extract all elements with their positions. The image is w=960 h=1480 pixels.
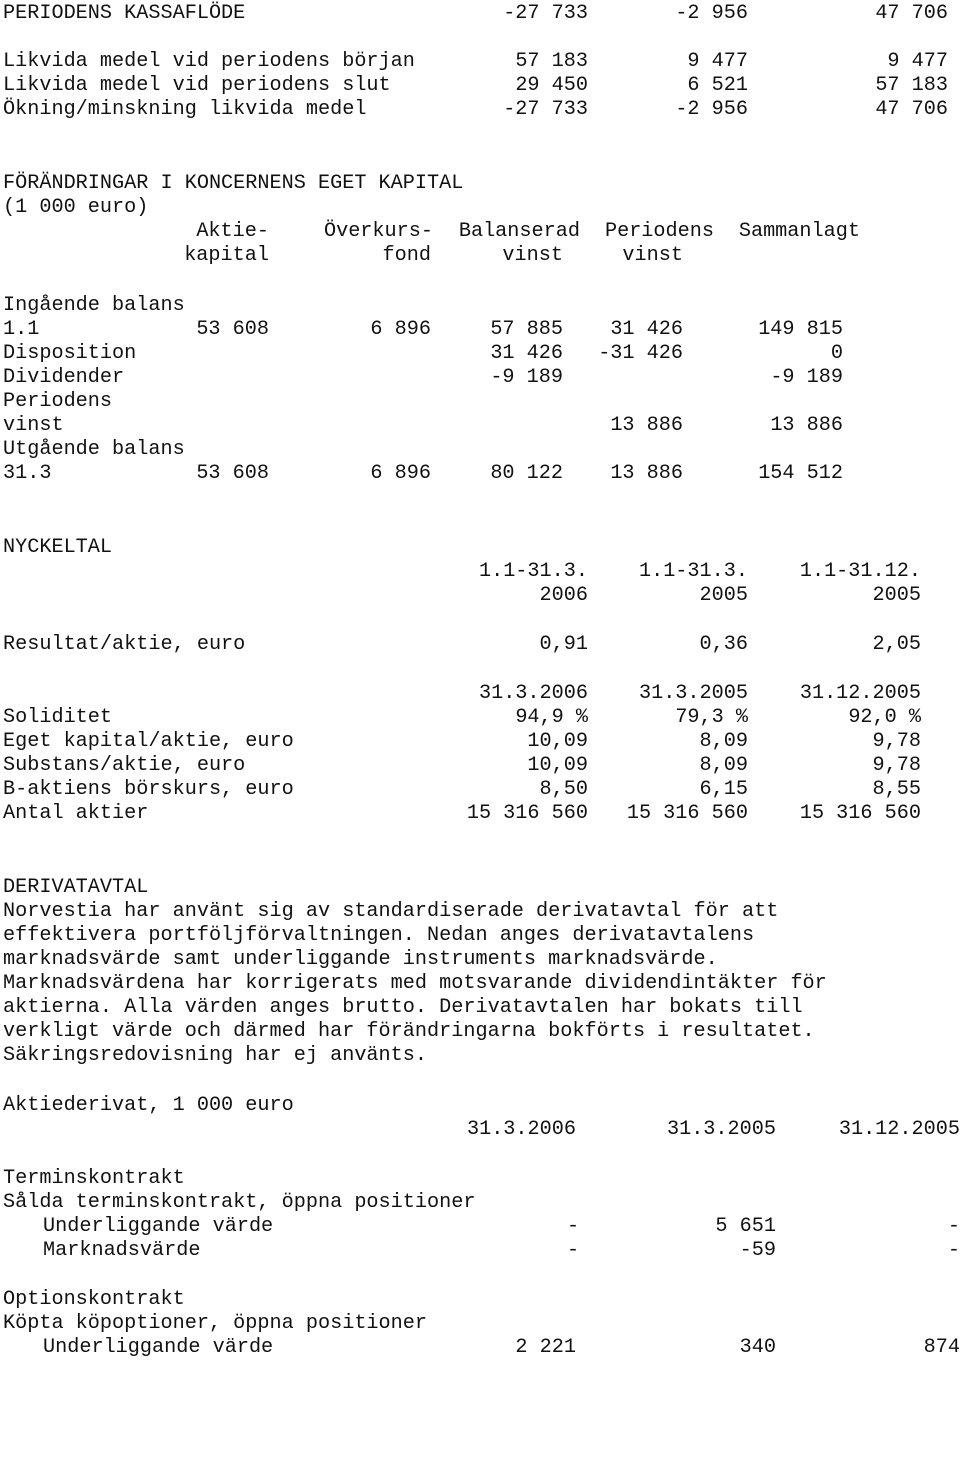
value-cell: -27 733 bbox=[503, 2, 588, 25]
value-cell: - bbox=[566, 1239, 580, 1262]
column-header: vinst bbox=[502, 244, 563, 267]
row-label bbox=[3, 438, 185, 462]
table-row bbox=[3, 414, 843, 438]
column-header: vinst bbox=[622, 244, 683, 267]
unit-label bbox=[3, 196, 149, 220]
row-date: 31.3 bbox=[3, 462, 52, 485]
table-row bbox=[3, 462, 843, 486]
paragraph-text: aktierna. Alla värden anges brutto. Derivatavtalen har bokats till bbox=[3, 996, 803, 1019]
value-cell: -59 bbox=[739, 1239, 776, 1262]
column-headers-row2 bbox=[3, 584, 921, 608]
heading-text: FÖRÄNDRINGAR I KONCERNENS EGET KAPITAL bbox=[3, 172, 464, 195]
value-cell: 15 316 560 bbox=[799, 802, 921, 825]
paragraph-text: Norvestia har använt sig av standardiserade derivatavtal för att bbox=[3, 900, 779, 923]
value-cell: 6 896 bbox=[370, 318, 431, 341]
row-label: Resultat/aktie, euro bbox=[3, 633, 246, 656]
value-cell: - bbox=[947, 1215, 960, 1238]
table-row bbox=[3, 50, 948, 74]
row-label: Disposition bbox=[3, 342, 137, 365]
value-cell: 5 651 bbox=[715, 1215, 776, 1238]
value-cell: 9 477 bbox=[687, 50, 748, 73]
value-cell: 53 608 bbox=[196, 318, 269, 341]
value-cell: 6,15 bbox=[699, 778, 748, 801]
paragraph-line bbox=[3, 996, 803, 1020]
value-cell: 53 608 bbox=[196, 462, 269, 485]
row-label: Underliggande värde bbox=[43, 1336, 274, 1359]
heading-text: Terminskontrakt bbox=[3, 1167, 185, 1190]
paragraph-line bbox=[3, 1044, 428, 1068]
subsection-heading bbox=[3, 1167, 185, 1191]
table-row bbox=[3, 1239, 960, 1263]
column-header: 1.1-31.3. bbox=[638, 560, 748, 583]
table-row bbox=[3, 1336, 960, 1360]
value-cell: -27 733 bbox=[503, 98, 588, 121]
value-cell: - bbox=[947, 1239, 960, 1262]
column-header: 1.1-31.3. bbox=[478, 560, 588, 583]
heading-text: NYCKELTAL bbox=[3, 536, 113, 559]
column-header: 2005 bbox=[872, 584, 921, 607]
column-header: Balanserad bbox=[458, 220, 580, 243]
value-cell: 57 183 bbox=[875, 74, 948, 97]
value-cell: 57 183 bbox=[515, 50, 588, 73]
value-cell: 340 bbox=[739, 1336, 776, 1359]
value-cell: 31 426 bbox=[610, 318, 683, 341]
value-cell: 8,09 bbox=[699, 754, 748, 777]
row-label: Antal aktier bbox=[3, 802, 149, 825]
row-label: Substans/aktie, euro bbox=[3, 754, 246, 777]
subsection-heading bbox=[3, 1288, 185, 1312]
value-cell: 149 815 bbox=[758, 318, 843, 341]
table-row bbox=[3, 318, 843, 342]
section-heading bbox=[3, 876, 149, 900]
row-label: Ökning/minskning likvida medel bbox=[3, 98, 367, 121]
value-cell: 94,9 % bbox=[515, 706, 588, 729]
row-label: Underliggande värde bbox=[43, 1215, 274, 1238]
value-cell: 31 426 bbox=[490, 342, 563, 365]
row-label: Dividender bbox=[3, 366, 125, 389]
value-cell: 154 512 bbox=[758, 462, 843, 485]
row-label: vinst bbox=[3, 414, 64, 437]
value-cell: 2 221 bbox=[515, 1336, 576, 1359]
value-cell: 9,78 bbox=[872, 730, 921, 753]
row-label: Likvida medel vid periodens början bbox=[3, 50, 415, 73]
value-cell: -9 189 bbox=[490, 366, 563, 389]
value-cell: 9,78 bbox=[872, 754, 921, 777]
row-label: PERIODENS KASSAFLÖDE bbox=[3, 2, 246, 25]
table-row bbox=[3, 754, 921, 778]
heading-text: Optionskontrakt bbox=[3, 1288, 185, 1311]
cashflow-total-row bbox=[3, 2, 948, 26]
column-header: Periodens bbox=[604, 220, 714, 243]
column-headers-dates bbox=[3, 682, 921, 706]
section-heading bbox=[3, 172, 464, 196]
value-cell: -31 426 bbox=[598, 342, 683, 365]
value-cell: 79,3 % bbox=[675, 706, 748, 729]
label-text: Periodens bbox=[3, 390, 113, 413]
subsection-subheading bbox=[3, 1191, 476, 1215]
value-cell: -2 956 bbox=[675, 2, 748, 25]
paragraph-line bbox=[3, 900, 779, 924]
row-label: Marknadsvärde bbox=[43, 1239, 201, 1262]
table-row bbox=[3, 98, 948, 122]
row-label bbox=[3, 390, 113, 414]
value-cell: 0,91 bbox=[539, 633, 588, 656]
paragraph-text: verkligt värde och därmed har förändringarna bokförts i resultatet. bbox=[3, 1020, 815, 1043]
column-header: 2005 bbox=[699, 584, 748, 607]
row-label: Likvida medel vid periodens slut bbox=[3, 74, 391, 97]
table-row bbox=[3, 633, 921, 657]
value-cell: 9 477 bbox=[887, 50, 948, 73]
value-cell: 874 bbox=[923, 1336, 960, 1359]
row-label: Eget kapital/aktie, euro bbox=[3, 730, 294, 753]
column-header: 1.1-31.12. bbox=[799, 560, 921, 583]
value-cell: 47 706 bbox=[875, 98, 948, 121]
paragraph-line bbox=[3, 972, 827, 996]
section-heading bbox=[3, 536, 113, 560]
subheading-text: Köpta köpoptioner, öppna positioner bbox=[3, 1312, 428, 1335]
column-header: fond bbox=[382, 244, 431, 267]
paragraph-text: marknadsvärde samt underliggande instruments marknadsvärde. bbox=[3, 948, 718, 971]
paragraph-line bbox=[3, 1020, 815, 1044]
column-header: 31.12.2005 bbox=[838, 1118, 960, 1141]
value-cell: 2,05 bbox=[872, 633, 921, 656]
column-header: Sammanlagt bbox=[738, 220, 860, 243]
value-cell: 80 122 bbox=[490, 462, 563, 485]
table-row bbox=[3, 342, 843, 366]
table-row bbox=[3, 802, 921, 826]
value-cell: 13 886 bbox=[610, 414, 683, 437]
table-row bbox=[3, 74, 948, 98]
value-cell: 6 896 bbox=[370, 462, 431, 485]
row-label: B-aktiens börskurs, euro bbox=[3, 778, 294, 801]
column-headers-row1 bbox=[3, 220, 860, 244]
table-row bbox=[3, 706, 921, 730]
label-text: Ingående balans bbox=[3, 294, 185, 317]
value-cell: 8,09 bbox=[699, 730, 748, 753]
table-row bbox=[3, 1215, 960, 1239]
label-text: Aktiederivat, 1 000 euro bbox=[3, 1094, 294, 1117]
value-cell: 10,09 bbox=[527, 754, 588, 777]
unit-text: (1 000 euro) bbox=[3, 196, 149, 219]
value-cell: 8,50 bbox=[539, 778, 588, 801]
value-cell: 6 521 bbox=[687, 74, 748, 97]
row-date: 1.1 bbox=[3, 318, 40, 341]
subsection-subheading bbox=[3, 1312, 428, 1336]
paragraph-line bbox=[3, 948, 718, 972]
column-headers-row2 bbox=[3, 244, 683, 268]
column-header: Överkurs- bbox=[323, 220, 433, 243]
paragraph-line bbox=[3, 924, 755, 948]
column-header: 2006 bbox=[539, 584, 588, 607]
column-header: 31.3.2005 bbox=[666, 1118, 776, 1141]
column-header: Aktie- bbox=[196, 220, 269, 243]
row-label: Soliditet bbox=[3, 706, 113, 729]
row-label bbox=[3, 294, 185, 318]
column-header: kapital bbox=[184, 244, 269, 267]
value-cell: 13 886 bbox=[610, 462, 683, 485]
row-label bbox=[3, 1094, 294, 1118]
label-text: Utgående balans bbox=[3, 438, 185, 461]
value-cell: 13 886 bbox=[770, 414, 843, 437]
value-cell: - bbox=[566, 1215, 580, 1238]
paragraph-text: Marknadsvärdena har korrigerats med motsvarande dividendintäkter för bbox=[3, 972, 827, 995]
value-cell: 0 bbox=[830, 342, 843, 365]
value-cell: 15 316 560 bbox=[626, 802, 748, 825]
table-row bbox=[3, 730, 921, 754]
table-row bbox=[3, 366, 843, 390]
paragraph-text: effektivera portföljförvaltningen. Nedan anges derivatavtalens bbox=[3, 924, 755, 947]
value-cell: 8,55 bbox=[872, 778, 921, 801]
value-cell: 10,09 bbox=[527, 730, 588, 753]
value-cell: 15 316 560 bbox=[466, 802, 588, 825]
subheading-text: Sålda terminskontrakt, öppna positioner bbox=[3, 1191, 476, 1214]
paragraph-text: Säkringsredovisning har ej använts. bbox=[3, 1044, 428, 1067]
value-cell: 92,0 % bbox=[848, 706, 921, 729]
value-cell: -2 956 bbox=[675, 98, 748, 121]
column-header: 31.3.2006 bbox=[478, 682, 588, 705]
table-row bbox=[3, 778, 921, 802]
value-cell: -9 189 bbox=[770, 366, 843, 389]
value-cell: 47 706 bbox=[875, 2, 948, 25]
heading-text: DERIVATAVTAL bbox=[3, 876, 149, 899]
column-headers-dates bbox=[3, 1118, 960, 1142]
value-cell: 0,36 bbox=[699, 633, 748, 656]
column-headers-row1 bbox=[3, 560, 921, 584]
value-cell: 29 450 bbox=[515, 74, 588, 97]
column-header: 31.3.2006 bbox=[466, 1118, 576, 1141]
column-header: 31.3.2005 bbox=[638, 682, 748, 705]
value-cell: 57 885 bbox=[490, 318, 563, 341]
column-header: 31.12.2005 bbox=[799, 682, 921, 705]
